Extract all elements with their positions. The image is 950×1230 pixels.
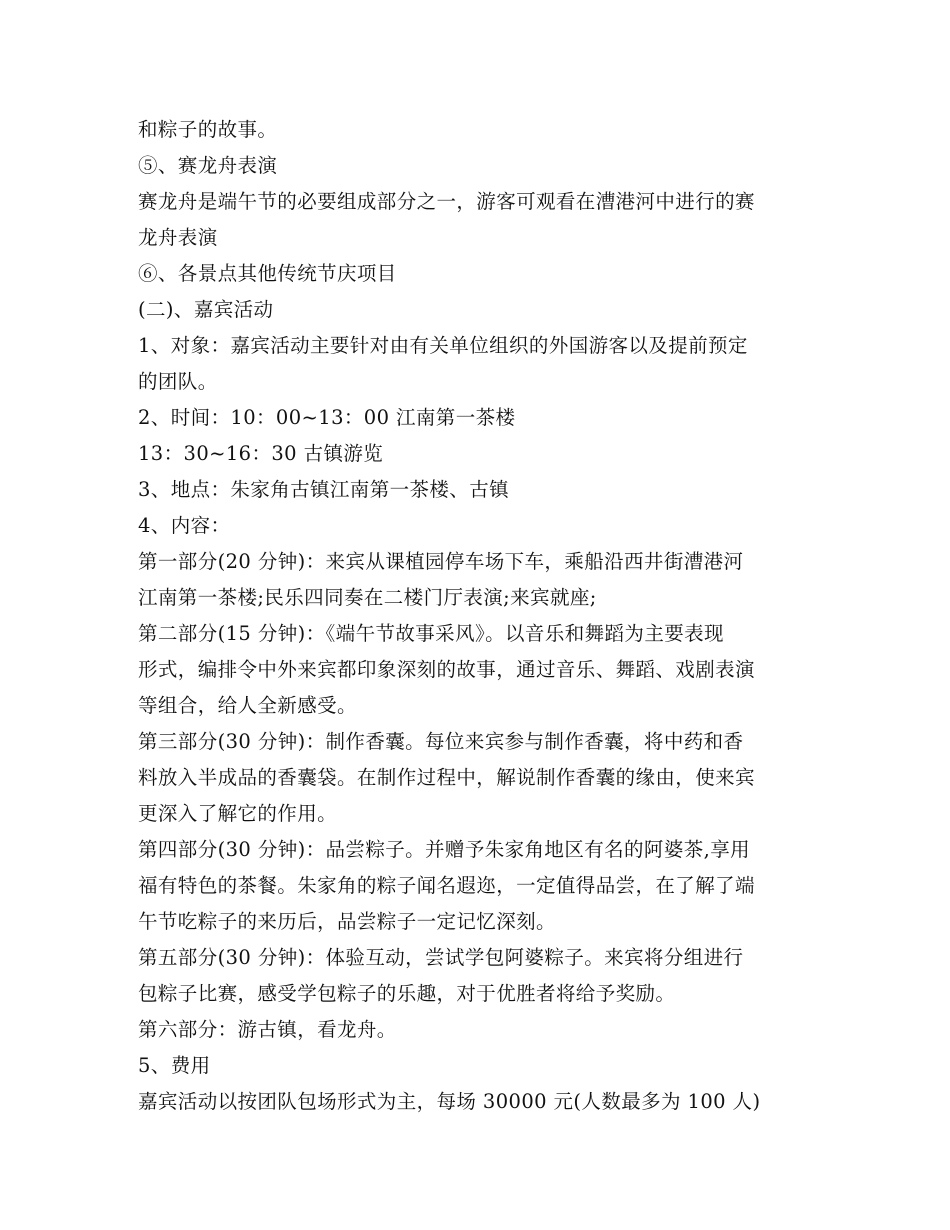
text-line: 福有特色的茶餐。朱家角的粽子闻名遐迩，一定值得品尝，在了解了端 [138,874,755,897]
text-line: 第三部分(30 分钟)：制作香囊。每位来宾参与制作香囊，将中药和香 [138,730,744,753]
text-line: 龙舟表演 [138,226,218,249]
text-line: 包粽子比赛，感受学包粽子的乐趣，对于优胜者将给予奖励。 [138,982,676,1005]
text-line: 等组合，给人全新感受。 [138,694,357,717]
text-line: 1、对象：嘉宾活动主要针对由有关单位组织的外国游客以及提前预定 [138,334,748,357]
section-heading: 4、内容： [138,514,231,537]
text-line: 2、时间：10：00~13：00 江南第一茶楼 [138,406,516,429]
text-line: 第二部分(15 分钟)：《端午节故事采风》。以音乐和舞蹈为主要表现 [138,622,724,645]
text-line: 第六部分：游古镇，看龙舟。 [138,1018,397,1041]
text-line: 第一部分(20 分钟)：来宾从课植园停车场下车，乘船沿西井街漕港河 [138,550,744,573]
text-line: 赛龙舟是端午节的必要组成部分之一，游客可观看在漕港河中进行的赛 [138,190,755,213]
text-line: 嘉宾活动以按团队包场形式为主，每场 30000 元(人数最多为 100 人) [138,1090,761,1113]
section-heading: ⑤、赛龙舟表演 [138,154,278,177]
text-line: 第四部分(30 分钟)：品尝粽子。并赠予朱家角地区有名的阿婆茶,享用 [138,838,751,861]
text-line: 更深入了解它的作用。 [138,802,338,825]
section-heading: ⑥、各景点其他传统节庆项目 [138,262,397,285]
text-line: 3、地点：朱家角古镇江南第一茶楼、古镇 [138,478,510,501]
text-line: 第五部分(30 分钟)：体验互动，尝试学包阿婆粽子。来宾将分组进行 [138,946,744,969]
text-line: 午节吃粽子的来历后，品尝粽子一定记忆深刻。 [138,910,556,933]
section-heading: 5、费用 [138,1054,211,1077]
document-body [138,112,818,1120]
text-line: 料放入半成品的香囊袋。在制作过程中，解说制作香囊的缘由，使来宾 [138,766,755,789]
text-line: 形式，编排令中外来宾都印象深刻的故事，通过音乐、舞蹈、戏剧表演 [138,658,755,681]
text-line: 和粽子的故事。 [138,118,278,141]
text-line: 13：30~16：30 古镇游览 [138,442,384,465]
section-heading: (二)、嘉宾活动 [138,298,274,321]
text-line: 江南第一茶楼;民乐四同奏在二楼门厅表演;来宾就座; [138,586,597,609]
text-line: 的团队。 [138,370,218,393]
